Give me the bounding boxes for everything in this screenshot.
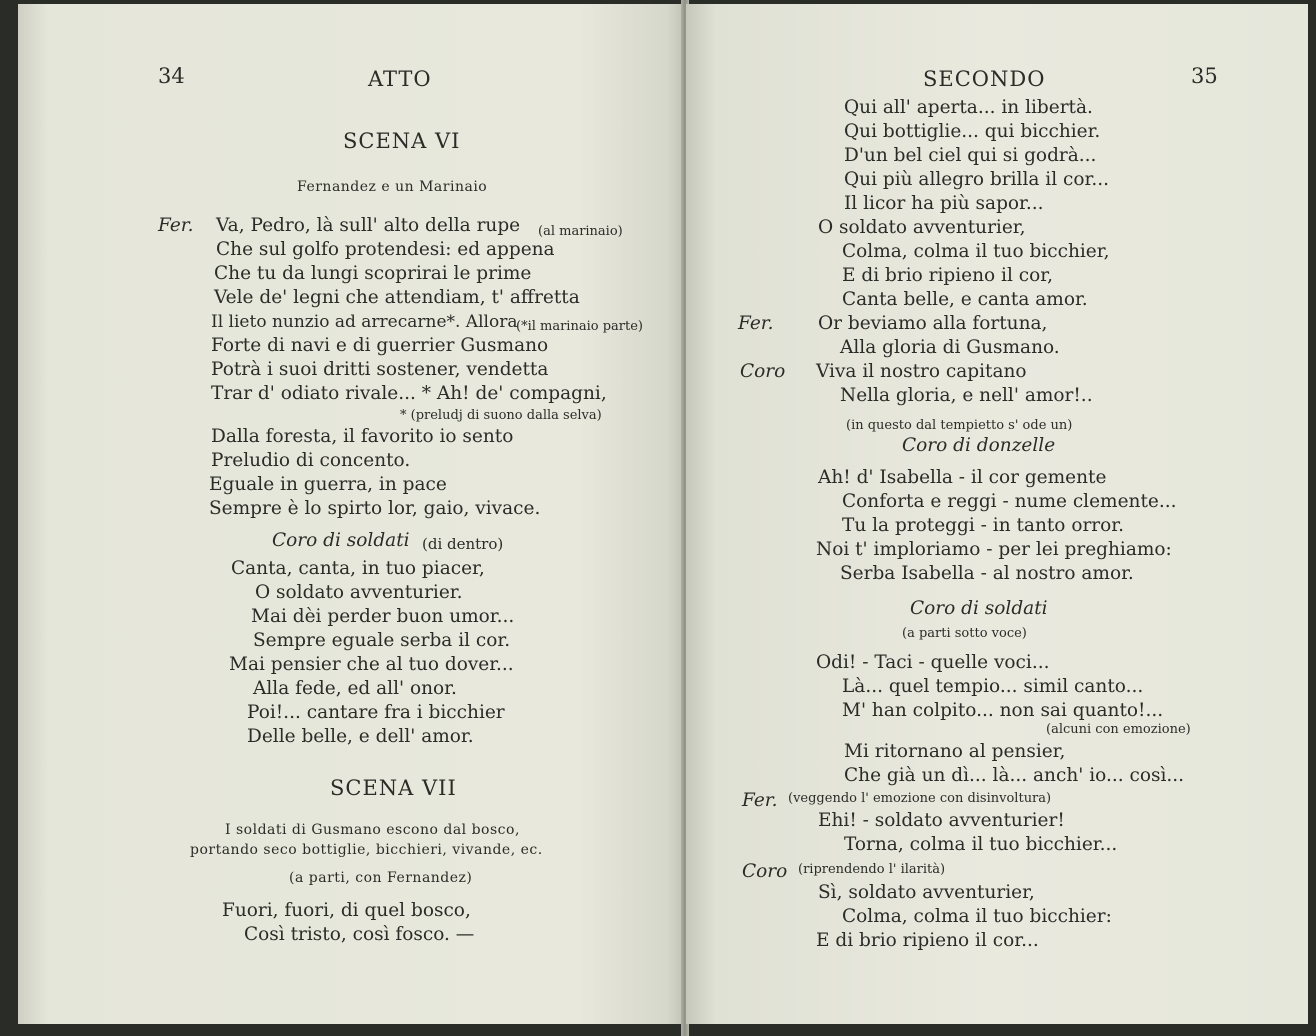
verse-line: Colma, colma il tuo bicchier: bbox=[842, 906, 1112, 927]
verse-line: Tu la proteggi - in tanto orror. bbox=[842, 515, 1124, 536]
speaker-fer: Fer. bbox=[742, 790, 778, 811]
verse-line: Vele de' legni che attendiam, t' affretta bbox=[214, 287, 580, 308]
verse-line: Ehi! - soldato avventurier! bbox=[818, 810, 1065, 831]
verse-line: O soldato avventurier. bbox=[255, 582, 463, 603]
verse-line: Sempre è lo spirto lor, gaio, vivace. bbox=[209, 498, 541, 519]
verse-line: Viva il nostro capitano bbox=[816, 361, 1027, 382]
scene-title: SCENA VII bbox=[330, 776, 457, 800]
verse-line: D'un bel ciel qui si godrà... bbox=[844, 145, 1097, 166]
verse-line: Che sul golfo protendesi: ed appena bbox=[216, 239, 555, 260]
verse-line: Forte di navi e di guerrier Gusmano bbox=[211, 335, 549, 356]
running-head-left: ATTO bbox=[368, 67, 432, 91]
verse-line: Canta, canta, in tuo piacer, bbox=[231, 558, 485, 579]
characters-line: Fernandez e un Marinaio bbox=[297, 179, 488, 195]
stage-direction: (a parti, con Fernandez) bbox=[289, 870, 473, 886]
verse-line: Torna, colma il tuo bicchier... bbox=[844, 834, 1118, 855]
speaker-coro: Coro bbox=[740, 361, 786, 382]
verse-line: Qui più allegro brilla il cor... bbox=[844, 169, 1109, 190]
verse-line: Così tristo, così fosco. — bbox=[244, 924, 475, 945]
verse-line: Noi t' imploriamo - per lei preghiamo: bbox=[816, 539, 1172, 560]
stage-direction: (di dentro) bbox=[422, 535, 504, 553]
verse-line: O soldato avventurier, bbox=[818, 217, 1026, 238]
verse-line: Potrà i suoi dritti sostener, vendetta bbox=[211, 359, 549, 380]
stage-direction: (a parti sotto voce) bbox=[902, 626, 1027, 641]
verse-line: Poi!... cantare fra i bicchier bbox=[247, 702, 505, 723]
stage-direction: (al marinaio) bbox=[538, 224, 623, 239]
verse-line: Preludio di concento. bbox=[211, 450, 411, 471]
verse-line: Va, Pedro, là sull' alto della rupe bbox=[216, 215, 521, 236]
verse-line: Là... quel tempio... simil canto... bbox=[842, 676, 1144, 697]
verse-line: Canta belle, e canta amor. bbox=[842, 289, 1088, 310]
speaker-fer: Fer. bbox=[158, 215, 194, 236]
verse-line: Delle belle, e dell' amor. bbox=[247, 726, 474, 747]
stage-direction: (alcuni con emozione) bbox=[1046, 722, 1191, 737]
verse-line: Qui bottiglie... qui bicchier. bbox=[844, 121, 1101, 142]
verse-line: Conforta e reggi - nume clemente... bbox=[842, 491, 1177, 512]
verse-line: Che già un dì... là... anch' io... così... bbox=[844, 765, 1185, 786]
verse-line: Qui all' aperta... in libertà. bbox=[844, 97, 1093, 118]
chorus-title: Coro di soldati bbox=[910, 598, 1048, 619]
chorus-title: Coro di donzelle bbox=[902, 435, 1056, 456]
verse-line: Sempre eguale serba il cor. bbox=[253, 630, 511, 651]
verse-line: Dalla foresta, il favorito io sento bbox=[211, 426, 514, 447]
verse-line: Ah! d' Isabella - il cor gemente bbox=[818, 467, 1107, 488]
verse-line: Alla gloria di Gusmano. bbox=[840, 337, 1060, 358]
stage-direction: (veggendo l' emozione con disinvoltura) bbox=[788, 791, 1052, 806]
stage-direction: (in questo dal tempietto s' ode un) bbox=[846, 418, 1073, 433]
running-head-right: SECONDO bbox=[923, 67, 1046, 91]
page-number-right: 35 bbox=[1191, 64, 1218, 88]
verse-line: Il licor ha più sapor... bbox=[844, 193, 1044, 214]
verse-line: Alla fede, ed all' onor. bbox=[253, 678, 457, 699]
page-number-left: 34 bbox=[158, 64, 185, 88]
verse-line: E di brio ripieno il cor... bbox=[816, 930, 1039, 951]
verse-line: Eguale in guerra, in pace bbox=[209, 474, 447, 495]
verse-line: Mai pensier che al tuo dover... bbox=[229, 654, 514, 675]
verse-line: Il lieto nunzio ad arrecarne*. Allora bbox=[211, 312, 518, 332]
verse-line: Sì, soldato avventurier, bbox=[818, 882, 1035, 903]
verse-line: E di brio ripieno il cor, bbox=[842, 265, 1053, 286]
verse-line: Or beviamo alla fortuna, bbox=[818, 313, 1048, 334]
scene-description: I soldati di Gusmano escono dal bosco, bbox=[225, 822, 520, 838]
speaker-coro: Coro bbox=[742, 861, 788, 882]
verse-line: Mai dèi perder buon umor... bbox=[251, 606, 515, 627]
left-page bbox=[18, 4, 686, 1024]
verse-line: Fuori, fuori, di quel bosco, bbox=[222, 900, 471, 921]
stage-direction: * (preludj di suono dalla selva) bbox=[400, 408, 602, 423]
verse-line: Mi ritornano al pensier, bbox=[844, 741, 1066, 762]
chorus-title: Coro di soldati bbox=[272, 530, 410, 551]
verse-line: Odi! - Taci - quelle voci... bbox=[816, 652, 1050, 673]
right-page bbox=[686, 4, 1308, 1024]
scene-title: SCENA VI bbox=[343, 129, 461, 153]
verse-line: Trar d' odiato rivale... * Ah! de' compagni, bbox=[211, 383, 607, 404]
stage-direction: (riprendendo l' ilarità) bbox=[798, 862, 946, 877]
speaker-fer: Fer. bbox=[738, 313, 774, 334]
verse-line: Nella gloria, e nell' amor!.. bbox=[840, 385, 1093, 406]
verse-line: M' han colpito... non sai quanto!... bbox=[842, 700, 1164, 721]
verse-line: Colma, colma il tuo bicchier, bbox=[842, 241, 1110, 262]
stage-direction: (*il marinaio parte) bbox=[516, 319, 643, 334]
verse-line: Che tu da lungi scoprirai le prime bbox=[214, 263, 532, 284]
scene-description: portando seco bottiglie, bicchieri, vivande, ec. bbox=[190, 842, 543, 858]
verse-line: Serba Isabella - al nostro amor. bbox=[840, 563, 1134, 584]
